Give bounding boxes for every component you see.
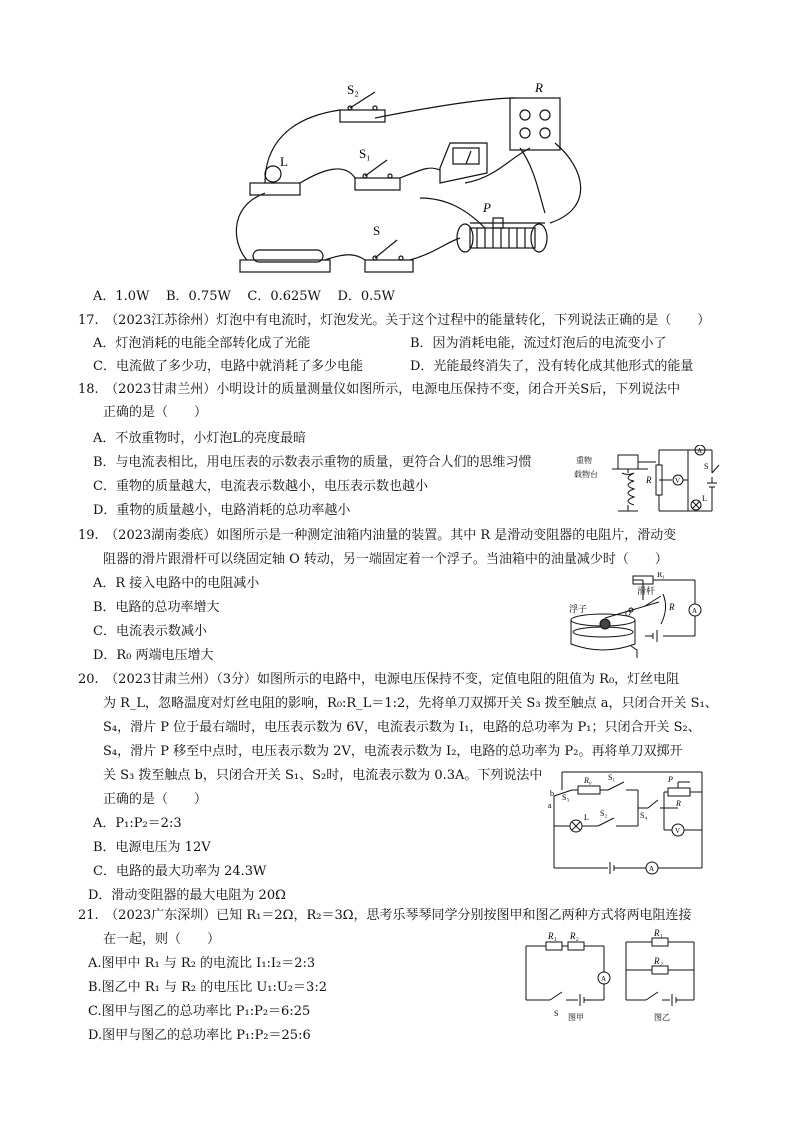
q19-option-d: D．R₀ 两端电压增大 — [93, 648, 214, 663]
q21-figure — [522, 928, 717, 1024]
label-r: R — [535, 80, 543, 95]
q19-label-a: A — [692, 607, 698, 615]
q16-option-b: B．0.75W — [165, 289, 231, 304]
q20-stem-3: S₄，滑片 P 位于最右端时，电压表示数为 6V，电流表示数为 I₁，电路的总功率为 P₁；只闭合开关 S₂、 — [103, 720, 701, 735]
q21-stem-2: 在一起，则（ ） — [103, 932, 221, 947]
q20-label-r0: R₀ — [584, 776, 592, 785]
label-s2: S₂ — [347, 82, 359, 97]
q19-option-c: C．电流表示数减小 — [93, 624, 207, 639]
q20-option-a: A．P₁:P₂＝2:3 — [93, 816, 182, 831]
q17-option-c: C．电流做了多少功，电路中就消耗了多少电能 — [93, 359, 363, 374]
q19-label-r: R — [669, 602, 675, 612]
q19-stem-2: 阻器的滑片跟滑杆可以绕固定轴 O 转动，另一端固定着一个浮子。当油箱中的油量减少时（ ） — [103, 552, 668, 567]
q19-stem-1: 19. （2023湖南娄底）如图所示是一种测定油箱内油量的装置。其中 R 是滑动变阻器的电阻片，滑动变 — [78, 528, 677, 543]
q16-option-d: D．0.5W — [337, 289, 395, 304]
q20-option-c: C．电路的最大功率为 24.3W — [93, 864, 267, 879]
q18-option-c: C．重物的质量越大，电流表示数越小，电压表示数也越小 — [93, 479, 428, 494]
q19-label-float: 浮子 — [569, 604, 588, 614]
q21-label-a: A — [601, 975, 607, 983]
q16-option-c: C．0.625W — [247, 289, 321, 304]
q16-options — [93, 288, 395, 306]
q20-option-d: D．滑动变阻器的最大电阻为 20Ω — [88, 888, 286, 903]
q20-label-l: L — [584, 813, 589, 822]
q21-stem-1: 21. （2023广东深圳）已知 R₁＝2Ω，R₂＝3Ω，思考乐琴琴同学分别按图甲和图乙两种方式将两电阻连接 — [78, 908, 692, 923]
q21-yi-label-r2: R₂ — [654, 956, 663, 966]
label-s: S — [373, 223, 381, 238]
q20-stem-6: 正确的是（ ） — [103, 792, 208, 807]
q18-label-weight: 重物 — [576, 456, 592, 465]
q17-option-b: B．因为消耗电能，流过灯泡后的电流变小了 — [410, 336, 667, 351]
q20-label-v: V — [675, 827, 681, 835]
q19-label-rod: 滑杆 — [637, 586, 656, 596]
q20-label-a: a — [548, 801, 552, 810]
q18-option-a: A．不放重物时，小灯泡L的亮度最暗 — [93, 431, 307, 446]
q19-label-o: O — [625, 609, 631, 618]
q21-label-jia: 图甲 — [568, 1013, 584, 1022]
q20-label-s3: S₃ — [562, 793, 570, 802]
q18-stem-1: 18. （2023甘肃兰州）小明设计的质量测量仪如图所示，电源电压保持不变，闭合开关S后，下列说法中 — [78, 382, 681, 397]
q19-label-r1: R₁ — [657, 572, 666, 579]
q20-label-r: R — [676, 799, 681, 808]
q20-label-b: b — [550, 789, 554, 798]
q20-option-b: B．电源电压为 12V — [93, 840, 211, 855]
top-circuit-figure — [225, 78, 595, 278]
q18-label-v: V — [675, 477, 681, 485]
q21-option-d: D.图甲与图乙的总功率比 P₁:P₂＝25:6 — [88, 1028, 311, 1043]
q21-yi-label-r1: R₁ — [654, 928, 663, 938]
q20-figure — [548, 768, 708, 876]
q18-stem-2: 正确的是（ ） — [103, 405, 208, 420]
q20-label-am: A — [649, 865, 655, 873]
q20-label-s4: S₄ — [640, 811, 648, 820]
q17-stem: 17. （2023江苏徐州）灯泡中有电流时，灯泡发光。关于这个过程中的能量转化，下列说法正确的是（ ） — [78, 313, 711, 328]
q20-stem-2: 为 R_L，忽略温度对灯丝电阻的影响，R₀:R_L＝1:2，先将单刀双掷开关 S₃ 拨至触点 a，只闭合开关 S₁、 — [103, 696, 718, 711]
q20-label-s2: S₂ — [600, 809, 608, 818]
q20-stem-4: S₄，滑片 P 移至中点时，电压表示数为 2V，电流表示数为 I₂，电路的总功率为 P₂。再将单刀双掷开 — [103, 744, 683, 759]
q19-figure — [565, 572, 715, 664]
q20-stem-5: 关 S₃ 拨至触点 b，只闭合开关 S₁、S₂时，电流表示数为 0.3A。下列说法中 — [103, 768, 543, 783]
q21-option-c: C.图甲与图乙的总功率比 P₁:P₂＝6:25 — [88, 1004, 311, 1019]
q20-label-p: P — [668, 775, 673, 784]
q17-option-d: D．光能最终消失了，没有转化成其他形式的能量 — [410, 359, 694, 374]
q21-label-s: S — [554, 1009, 559, 1018]
q18-figure — [572, 445, 730, 517]
q18-option-b: B．与电流表相比，用电压表的示数表示重物的质量，更符合人们的思维习惯 — [93, 455, 532, 470]
q19-option-b: B．电路的总功率增大 — [93, 600, 220, 615]
label-p: P — [483, 200, 491, 215]
label-s1: S₁ — [359, 146, 371, 161]
q20-stem-1: 20. （2023甘肃兰州）（3分）如图所示的电路中，电源电压保持不变，定值电阻的阻值为 R₀，灯丝电阻 — [78, 672, 680, 687]
q18-label-l: L — [702, 494, 707, 503]
q18-label-s: S — [704, 462, 709, 471]
q18-option-d: D．重物的质量越小，电路消耗的总功率越小 — [93, 503, 351, 518]
label-l: L — [280, 154, 288, 169]
q21-option-a: A.图甲中 R₁ 与 R₂ 的电流比 I₁:I₂＝2:3 — [88, 956, 316, 971]
q21-option-b: B.图乙中 R₁ 与 R₂ 的电压比 U₁:U₂＝3:2 — [88, 980, 327, 995]
q18-label-platform: 载物台 — [574, 470, 598, 479]
q16-option-a: A．1.0W — [93, 289, 150, 304]
q18-label-r: R — [646, 475, 652, 485]
q20-label-s1: S₁ — [608, 773, 616, 782]
q19-option-a: A．R 接入电路中的电阻减小 — [93, 576, 260, 591]
q21-jia-label-r2: R₂ — [570, 931, 579, 941]
q21-label-yi: 图乙 — [654, 1013, 670, 1022]
q18-label-a: A — [697, 447, 703, 455]
q21-jia-label-r1: R₁ — [548, 931, 557, 941]
q17-option-a: A．灯泡消耗的电能全部转化成了光能 — [93, 336, 311, 351]
